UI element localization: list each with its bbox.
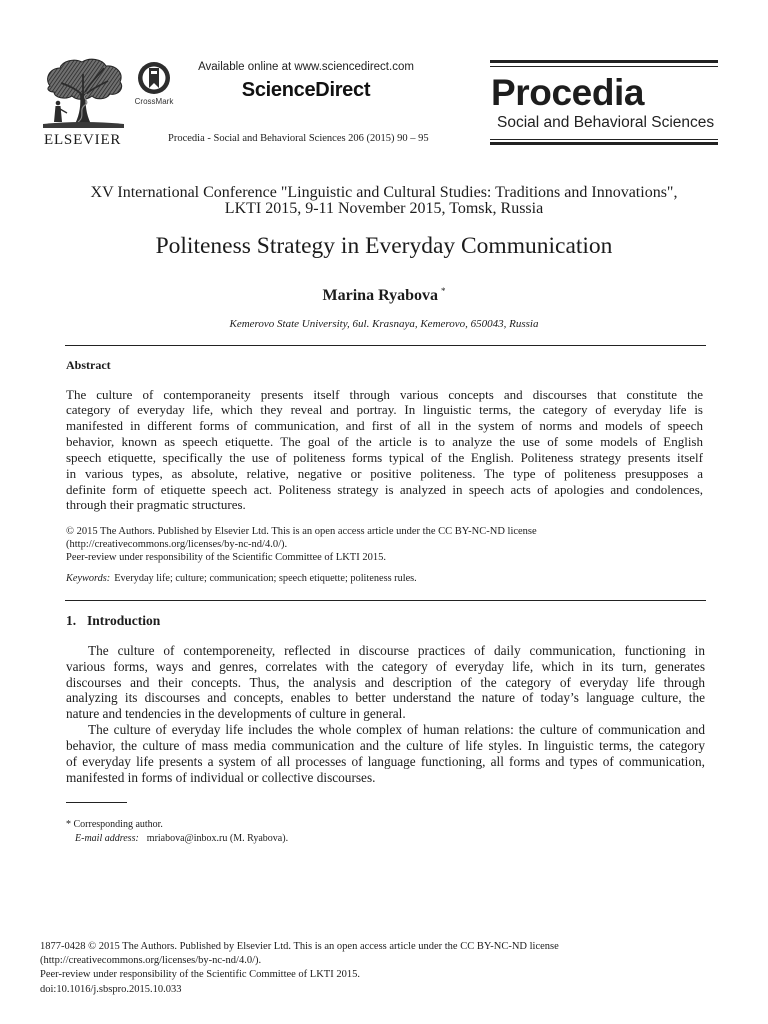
author-affiliation: Kemerovo State University, 6ul. Krasnaya, Kemerovo, 650043, Russia: [229, 318, 539, 330]
keywords-line: [66, 572, 417, 585]
author-name: Marina Ryabova: [322, 287, 438, 305]
email-label: E-mail address:: [75, 833, 139, 844]
abstract-line: manifested in different forms of communication, and first of all in the system of norms and models of speech: [66, 418, 703, 434]
paragraph-line: behavior, the culture of mass media communication and the culture of life styles. In linguistic terms, the category: [66, 737, 705, 753]
paragraph-line: analyzing its discourses and concepts, enables to better understand the nature of today’s language culture, the: [66, 690, 705, 706]
footer-license-url-link[interactable]: (http://creativecommons.org/licenses/by-nc-nd/4.0/).: [40, 955, 262, 967]
abstract-line: in various types, as absolute, relative, negative or positive politeness. The type of politeness presupposes a: [66, 465, 703, 481]
journal-logo-subtitle: Social and Behavioral Sciences: [497, 114, 715, 131]
author-line: [0, 281, 768, 306]
section-number: 1.: [66, 612, 77, 628]
corresponding-author-note: * Corresponding author.: [66, 819, 163, 830]
journal-citation: Procedia - Social and Behavioral Sciences 206 (2015) 90 – 95: [168, 133, 429, 144]
conference-line-1: XV International Conference "Linguistic and Cultural Studies: Traditions and Innovations",: [90, 184, 678, 202]
elsevier-tree-logo: [40, 56, 126, 132]
introduction-body: [66, 643, 705, 786]
journal-logo-rule-bottom-thick: [490, 142, 718, 145]
sciencedirect-wordmark: ScienceDirect: [241, 79, 371, 101]
footnote: [66, 818, 288, 846]
journal-logo-title: Procedia: [491, 72, 645, 113]
footer-peer-review-statement: Peer-review under responsibility of the Scientific Committee of LKTI 2015.: [40, 969, 360, 981]
license-statement: © 2015 The Authors. Published by Elsevier Ltd. This is an open access article under the CC BY-NC-ND license: [66, 526, 537, 538]
abstract-line: category of everyday life, which they reveal and portray. In linguistic terms, the category of everyday life is: [66, 402, 703, 418]
footnote-divider: [66, 802, 127, 803]
section-title: Introduction: [87, 612, 161, 628]
paragraph-line: discourses and their concepts. Thus, the analysis and description of the category of everyday life through: [66, 674, 705, 690]
abstract-bottom-divider: [65, 600, 706, 601]
journal-logo-rule-bottom-thin: [490, 139, 718, 140]
page-footer: [40, 940, 559, 997]
abstract-body: [66, 387, 703, 514]
paragraph-line: manifested in forms of individual or collective discourses.: [66, 769, 376, 785]
paragraph-line: various forms, ways and genres, correlates with the category of everyday life, which in its turn, generates: [66, 658, 705, 674]
abstract-line: definite form of etiquette speech act. Politeness strategy is analyzed in speech acts of apologies and condolences,: [66, 481, 703, 497]
keywords-text: Everyday life; culture; communication; speech etiquette; politeness rules.: [114, 573, 417, 585]
license-url-link[interactable]: (http://creativecommons.org/licenses/by-nc-nd/4.0/).: [66, 539, 288, 551]
conference-line-2: LKTI 2015, 9-11 November 2015, Tomsk, Russia: [224, 200, 544, 218]
license-notice: [66, 525, 537, 564]
paragraph-line: The culture of contemporeneity, reflected in discourse practices of daily communication, functioning in: [88, 642, 705, 658]
publisher-wordmark: ELSEVIER: [44, 132, 122, 148]
paragraph-line: nature and tendencies in the developments of culture in general.: [66, 706, 406, 722]
email-line: [66, 832, 288, 846]
doi-link[interactable]: doi:10.1016/j.sbspro.2015.10.033: [40, 983, 182, 995]
author-footnote-mark: *: [440, 286, 446, 297]
philosopher-figure: [54, 101, 67, 122]
paragraph-line: The culture of everyday life includes the whole complex of human relations: the culture of communication and: [88, 722, 705, 738]
abstract-line: behavior, known as speech etiquette. The goal of the article is to analyze the use of some models of English: [66, 434, 703, 450]
email-link[interactable]: mriabova@inbox.ru (M. Ryabova).: [146, 833, 289, 844]
article-title: Politeness Strategy in Everyday Communication: [155, 232, 613, 259]
abstract-line: through their pragmatic structures.: [66, 497, 246, 513]
abstract-line: speech etiquette, specifically the use of politeness forms typical of the English. Politeness strategy presents itself: [66, 449, 703, 465]
journal-logo-rule-top-thick: [490, 60, 718, 63]
abstract-heading: Abstract: [66, 358, 111, 373]
abstract-top-divider: [65, 345, 706, 346]
abstract-line: The culture of contemporaneity presents itself through various concepts and discourses that constitute the: [66, 386, 703, 402]
tree-canopy: [48, 59, 122, 99]
paragraph-line: of everyday life presents a system of all processes of language functioning, all forms and types of communication,: [66, 753, 705, 769]
issn-license-statement: 1877-0428 © 2015 The Authors. Published by Elsevier Ltd. This is an open access article under the CC BY-NC-ND license: [40, 940, 559, 952]
journal-logo-rule-top-thin: [490, 66, 718, 67]
peer-review-statement: Peer-review under responsibility of the Scientific Committee of LKTI 2015.: [66, 552, 386, 564]
available-online-text: Available online at www.sciencedirect.com: [198, 61, 414, 73]
ground: [43, 122, 124, 128]
crossmark-label[interactable]: CrossMark: [134, 97, 174, 106]
keywords-label: Keywords:: [66, 573, 111, 585]
section-heading-introduction: [66, 613, 160, 629]
